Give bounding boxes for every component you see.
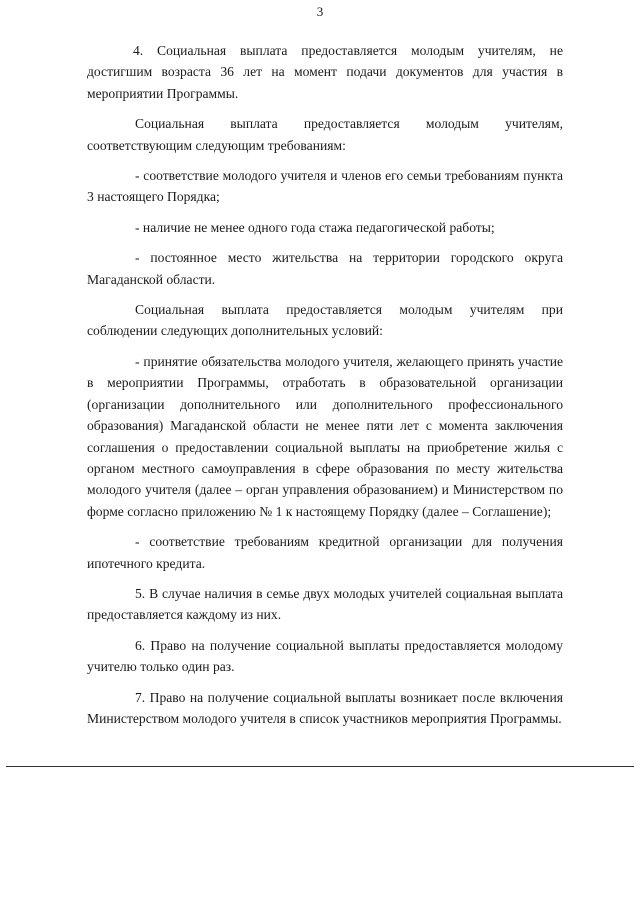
horizontal-rule	[6, 766, 634, 767]
paragraph-requirements-intro: Социальная выплата предоставляется молодым учителям, соответствующим следующим требованиям:	[87, 116, 563, 153]
requirement-item-residence: - постоянное место жительства на территории городского округа Магаданской области.	[87, 250, 563, 287]
paragraph-two-teachers: 5. В случае наличия в семье двух молодых учителей социальная выплата предоставляется каждому из них.	[87, 585, 563, 623]
condition-item-credit: - соответствие требованиям кредитной организации для получения ипотечного кредита.	[87, 534, 563, 571]
paragraph-conditions-intro: Социальная выплата предоставляется молодым учителям при соблюдении следующих дополнительных условий:	[87, 302, 563, 339]
paragraph-age-requirement: 4. Социальная выплата предоставляется молодым учителям, не достигшим возраста 36 лет на момент подачи документов для участия в мероприятии Программы.	[87, 43, 563, 101]
requirement-item-family: - соответствие молодого учителя и членов его семьи требованиям пункта 3 настоящего Порядка;	[87, 168, 563, 205]
page-number: 3	[316, 4, 324, 19]
paragraph-once-only: 6. Право на получение социальной выплаты предоставляется молодому учителю только один раз.	[87, 637, 563, 675]
requirement-item-experience: - наличие не менее одного года стажа педагогической работы;	[135, 219, 495, 235]
paragraph-right-arises: 7. Право на получение социальной выплаты возникает после включения Министерством молодого учителя в список участников мероприятия Программы.	[87, 689, 563, 726]
document-body	[87, 40, 563, 729]
condition-item-obligation: - принятие обязательства молодого учителя, желающего принять участие в мероприятии Программы, отработать в образовательной организации (организации дополнительного или дополнительного профессионального образования) Магаданской области не менее пяти лет с момента заключения соглашения о предоставлении социальной выплаты на приобретение жилья с органом местного самоуправления в сфере образования по месту жительства молодого учителя (далее – орган управления образованием) и Министерством по форме согласно приложению № 1 к настоящему Порядку (далее – Соглашение);	[87, 353, 563, 519]
